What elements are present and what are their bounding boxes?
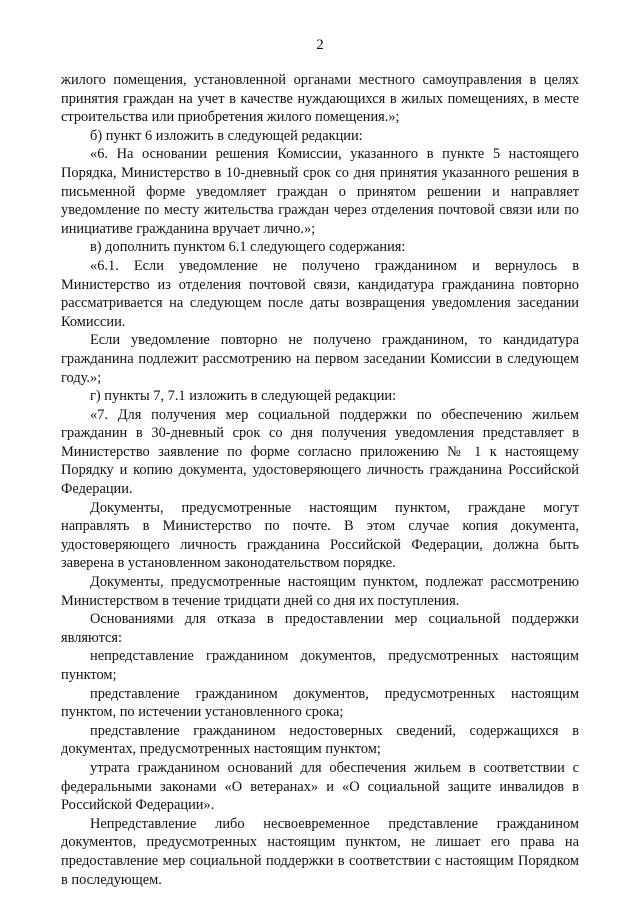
paragraph: Документы, предусмотренные настоящим пунктом, граждане могут направлять в Министерство по почте. В этом случае копия документа, удостоверяющего личность гражданина Российской Федерации, должна быть заверена в установленном законодательством порядке.	[61, 499, 579, 572]
paragraph: представление гражданином недостоверных сведений, содержащихся в документах, предусмотренных настоящим пунктом;	[61, 722, 579, 758]
page-number: 2	[316, 37, 324, 53]
paragraph: непредставление гражданином документов, предусмотренных настоящим пунктом;	[61, 648, 579, 683]
paragraph: г) пункты 7, 7.1 изложить в следующей редакции:	[90, 388, 397, 405]
paragraph: б) пункт 6 изложить в следующей редакции:	[90, 127, 363, 144]
paragraph: «6.1. Если уведомление не получено гражданином и вернулось в Министерство из отделения почтовой связи, кандидатура гражданина повторно рассматривается на следующем после даты возвращения уведомления заседании Комиссии.	[61, 257, 579, 330]
paragraph: Непредставление либо несвоевременное представление гражданином документов, предусмотренных настоящим пунктом, не лишает его права на предоставление мер социальной поддержки в соответствии с настоящим Порядком в последующем.	[61, 815, 579, 888]
paragraph: «7. Для получения мер социальной поддержки по обеспечению жильем гражданин в 30-дневный срок со дня получения уведомления представляет в Министерство заявление по форме согласно приложению № 1 к настоящему Порядку и копию документа, удостоверяющего личность гражданина Российской Федерации.	[61, 406, 579, 498]
paragraph: Если уведомление повторно не получено гражданином, то кандидатура гражданина подлежит рассмотрению на первом заседании Комиссии в следующем году.»;	[61, 332, 579, 386]
document-body	[61, 71, 579, 889]
paragraph: в) дополнить пунктом 6.1 следующего содержания:	[90, 239, 406, 256]
paragraph: жилого помещения, установленной органами местного самоуправления в целях принятия граждан на учет в качестве нуждающихся в жилых помещениях, в месте строительства или приобретения жилого помещения.»;	[61, 72, 579, 126]
paragraph: утрата гражданином оснований для обеспечения жильем в соответствии с федеральными законами «О ветеранах» и «О социальной защите инвалидов в Российской Федерации».	[61, 759, 579, 814]
paragraph: «6. На основании решения Комиссии, указанного в пункте 5 настоящего Порядка, Министерство в 10-дневный срок со дня принятия указанного решения в письменной форме уведомляет граждан о принятом решении и направляет уведомление по месту жительства граждан через отделения почтовой связи или по инициативе гражданина вручает лично.»;	[61, 146, 579, 237]
paragraph: Документы, предусмотренные настоящим пунктом, подлежат рассмотрению Министерством в течение тридцати дней со дня их поступления.	[61, 574, 579, 609]
paragraph: представление гражданином документов, предусмотренных настоящим пунктом, по истечении установленного срока;	[61, 685, 579, 721]
paragraph: Основаниями для отказа в предоставлении мер социальной поддержки являются:	[61, 611, 579, 646]
